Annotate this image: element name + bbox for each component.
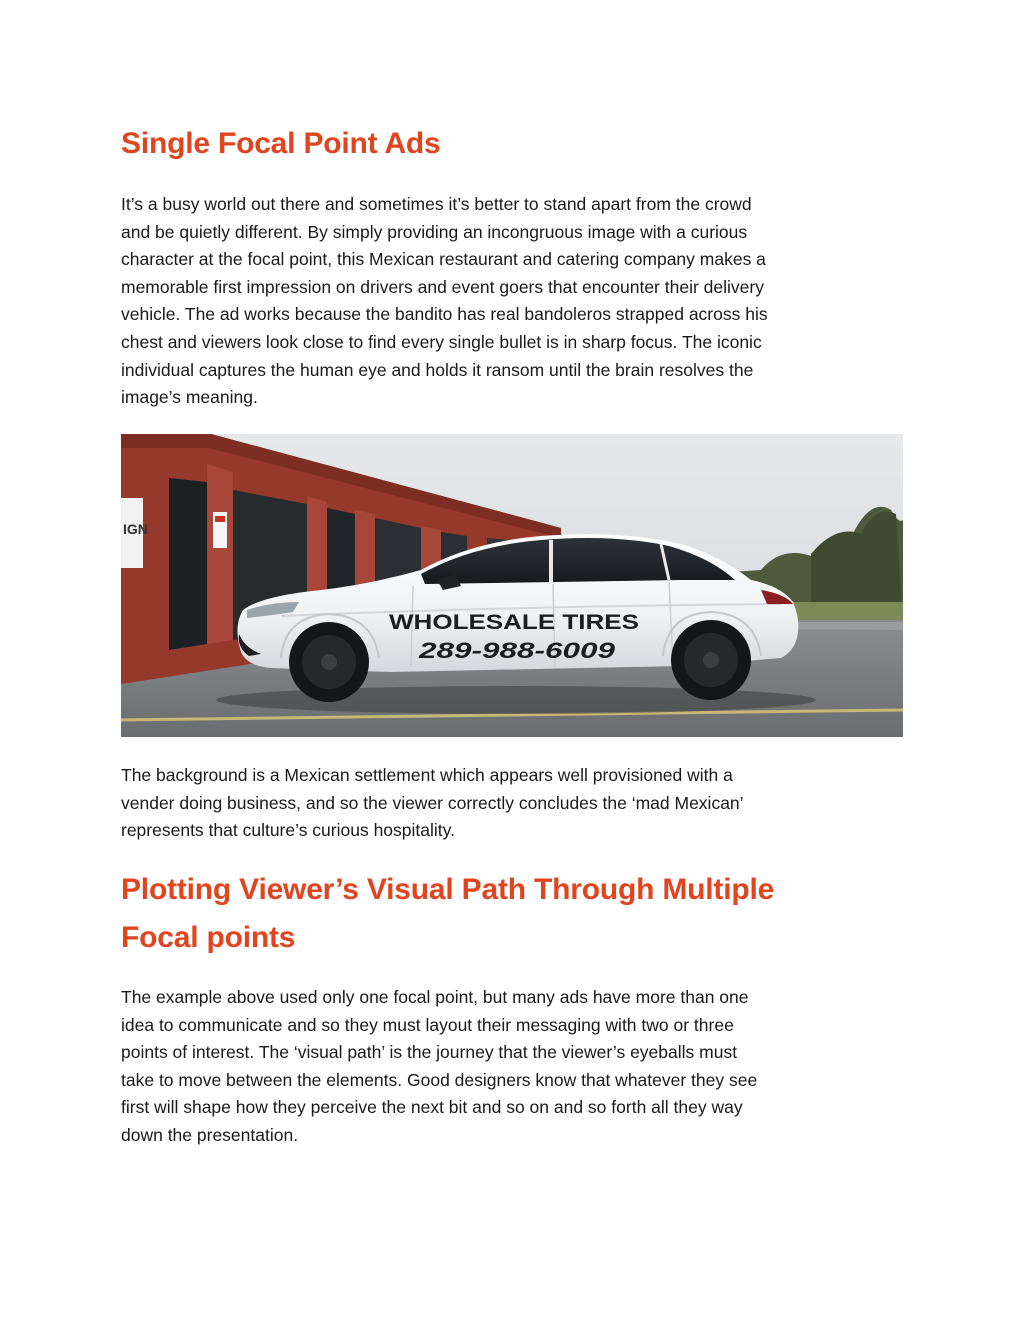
paragraph-line: take to move between the elements. Good designers know that whatever they see (121, 1069, 758, 1090)
paragraph-line: and be quietly different. By simply providing an incongruous image with a curious (121, 221, 748, 242)
paragraph-line: image’s meaning. (121, 387, 258, 408)
paragraph-line: individual captures the human eye and holds it ransom until the brain resolves the (121, 359, 754, 380)
door-text-phone: 289-988-6009 (417, 638, 617, 663)
paragraph-background (121, 762, 911, 845)
paragraph-line: down the presentation. (121, 1124, 299, 1145)
paragraph-line: chest and viewers look close to find every single bullet is in sharp focus. The iconic (121, 331, 762, 352)
building-sign: IGN (123, 521, 148, 537)
paragraph-intro (121, 191, 911, 412)
paragraph-visual-path (121, 984, 911, 1150)
paragraph-line: points of interest. The ‘visual path’ is the journey that the viewer’s eyeballs must (121, 1042, 738, 1063)
paragraph-line: first will shape how they perceive the next bit and so on and so forth all they way (121, 1097, 743, 1118)
paragraph-line: idea to communicate and so they must layout their messaging with two or three (121, 1014, 734, 1035)
paragraph-line: character at the focal point, this Mexican restaurant and catering company makes a (121, 249, 766, 270)
paragraph-line: memorable first impression on drivers and event goers that encounter their delivery (121, 276, 764, 297)
door-text-company: WHOLESALE TIRES (389, 611, 639, 634)
paragraph-line: The background is a Mexican settlement which appears well provisioned with a (121, 765, 733, 785)
heading-line: Focal points (121, 921, 296, 954)
paragraph-line: vehicle. The ad works because the bandito has real bandoleros strapped across his (121, 304, 768, 325)
paragraph-line: The example above used only one focal point, but many ads have more than one (121, 987, 749, 1007)
heading-visual-path (121, 866, 774, 962)
car-photo (121, 434, 903, 737)
paragraph-line: vender doing business, and so the viewer correctly concludes the ‘mad Mexican’ (121, 792, 744, 813)
heading-single-focal-point-ads: Single Focal Point Ads (121, 127, 441, 160)
paragraph-line: represents that culture’s curious hospitality. (121, 820, 455, 841)
paragraph-line: It’s a busy world out there and sometimes it’s better to stand apart from the crowd (121, 194, 752, 214)
heading-line: Plotting Viewer’s Visual Path Through Multiple (121, 873, 775, 906)
